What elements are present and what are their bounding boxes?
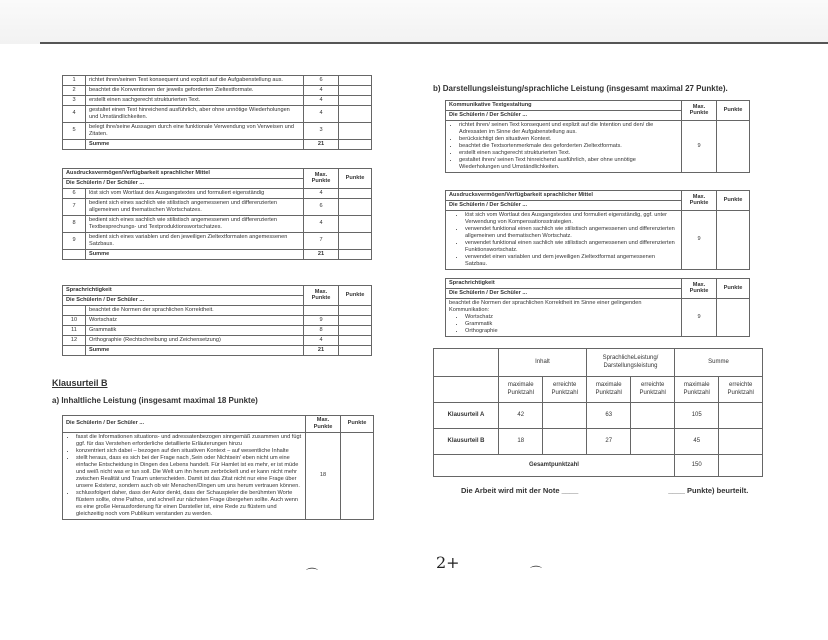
criterion: belegt ihre/seine Aussagen durch eine funktionale Verwendung von Verweisen und Zitaten. [86, 122, 304, 139]
intro: beachtet die Normen der sprachlichen Korrektheit. [86, 305, 304, 315]
row-number: 5 [63, 122, 86, 139]
expression-table [445, 190, 750, 270]
max-value: 4 [304, 105, 339, 122]
sum-label: Summe [86, 139, 304, 149]
points-cell [339, 315, 372, 325]
sum-row [63, 345, 372, 355]
points-cell [339, 95, 372, 105]
max-value: 9 [304, 315, 339, 325]
criterion: gestaltet einen Text hinreichend ausführlich, aber ohne unnötige Wiederholungen und Umständlichkeiten. [86, 105, 304, 122]
row-number: 6 [63, 188, 86, 198]
criterion: Wortschatz [86, 315, 304, 325]
bullet-item: • verwendet funktional einen sachlich wie stilistisch angemessenen und differenzierten allgemeinen und thematischen Wortschatz. [465, 226, 678, 240]
table-row [63, 122, 372, 139]
table-row [63, 325, 372, 335]
row-number: 4 [63, 105, 86, 122]
sum-value: 21 [304, 249, 339, 259]
points-cell [339, 85, 372, 95]
max-header: Max. Punkte [682, 191, 717, 211]
table-row [63, 198, 372, 215]
sprach-header: SprachlicheLeistung/ Darstellungsleistung [586, 349, 674, 377]
sprach-max: 27 [586, 429, 630, 455]
max-value: 9 [682, 210, 717, 269]
points-cell [339, 232, 372, 249]
bullet-item: • berücksichtigt den situativen Kontext. [459, 136, 678, 143]
points-header: Punkte [339, 286, 372, 306]
subject: Die Schülerin / Der Schüler ... [63, 416, 306, 433]
max-value: 4 [304, 215, 339, 232]
grade-line [461, 486, 761, 495]
points-cell [339, 105, 372, 122]
sum-label: Summe [86, 249, 304, 259]
max-col: maximale Punktzahl [674, 377, 718, 403]
summary-row [434, 429, 763, 455]
criteria-table-1 [62, 75, 372, 150]
handwritten-mark: ⌒ [530, 565, 543, 579]
total-value: 150 [674, 455, 718, 477]
max-value: 9 [682, 298, 717, 336]
err-col: erreichte Punktzahl [719, 377, 763, 403]
max-header: Max. Punkte [682, 279, 717, 299]
err-col: erreichte Punktzahl [543, 377, 587, 403]
criterion: löst sich vom Wortlaut des Ausgangstextes und formuliert eigenständig [86, 188, 304, 198]
max-value: 8 [304, 325, 339, 335]
max-value: 4 [304, 95, 339, 105]
inhalt-max: 18 [499, 429, 543, 455]
summary-table [433, 348, 763, 477]
subject: Die Schülerin / Der Schüler ... [63, 295, 304, 305]
max-value: 6 [304, 76, 339, 86]
table-title: Ausdrucksvermögen/Verfügbarkeit sprachlicher Mittel [63, 169, 304, 179]
grade-suffix: ____ Punkte) beurteilt. [668, 486, 749, 495]
table-row [63, 232, 372, 249]
handwritten-mark: ⌒ [306, 567, 319, 581]
max-value: 18 [306, 432, 341, 519]
table-row [63, 335, 372, 345]
points-cell [339, 325, 372, 335]
points-header: Punkte [717, 101, 750, 121]
inhalt-header: Inhalt [499, 349, 587, 377]
criterion: beachtet die Konventionen der jeweils geforderten Zieltextformate. [86, 85, 304, 95]
points-cell [339, 76, 372, 86]
row-number: 10 [63, 315, 86, 325]
row-number: 11 [63, 325, 86, 335]
bullet-item: • schlussfolgert daher, dass der Autor denkt, dass der Schauspieler die berühmten Worte flüstern sollte, ohne Pathos, und schnell zur nächsten Frage übergehen sollte. Auch wenn es eine große Herausforderung für einen Darsteller ist, eine Rede zu flüstern und gleichzeitig noch vom Publikum verstanden zu werden. [76, 490, 302, 518]
subject: Die Schülerin / Der Schüler ... [446, 200, 682, 210]
bullet-item: • löst sich vom Wortlaut des Ausgangstextes und formuliert eigenständig, ggf. unter Verwendung von Kompensationsstrategien. [465, 212, 678, 226]
subject: Die Schülerin / Der Schüler ... [446, 288, 682, 298]
inhalt-max: 42 [499, 403, 543, 429]
bullet-item: • konzentriert sich dabei – bezogen auf den situativen Kontext – auf wesentliche Inhalte [76, 448, 302, 455]
err-col: erreichte Punktzahl [631, 377, 675, 403]
bullet-item: • richtet ihren/ seinen Text konsequent und explizit auf die Intention und den/ die Adressaten im Sinne der Aufgabenstellung aus. [459, 122, 678, 136]
points-cell [339, 215, 372, 232]
sum-row [63, 139, 372, 149]
max-value: 7 [304, 232, 339, 249]
max-col: maximale Punktzahl [499, 377, 543, 403]
criterion: bedient sich eines sachlich wie stilistisch angemessenen und differenzierten Textbesprechungs- und Textproduktionswortschatzes. [86, 215, 304, 232]
max-value: 4 [304, 188, 339, 198]
bullet-item: • beachtet die Textsortenmerkmale des geforderten Zieltextformats. [459, 143, 678, 150]
row-number: 2 [63, 85, 86, 95]
points-cell [339, 335, 372, 345]
bullet-item: • fasst die Informationen situations- und adressatenbezogen sinngemäß zusammen und fügt ggf. für das Verstehen erforderliche detaillierte Erläuterungen hinzu [76, 434, 302, 448]
section-title: Klausurteil B [52, 378, 108, 388]
row-number: 8 [63, 215, 86, 232]
max-col: maximale Punktzahl [586, 377, 630, 403]
criterion: Grammatik [86, 325, 304, 335]
intro: beachtet die Normen der sprachlichen Korrektheit im Sinne einer gelingenden Kommunikation: [449, 299, 642, 313]
max-header: Max. Punkte [682, 101, 717, 121]
sum-value: 21 [304, 139, 339, 149]
summe-max: 105 [674, 403, 718, 429]
sprach-max: 63 [586, 403, 630, 429]
table-row [63, 315, 372, 325]
row-number: 1 [63, 76, 86, 86]
criterion: richtet ihren/seinen Text konsequent und explizit auf die Aufgabenstellung aus. [86, 76, 304, 86]
table-title: Sprachrichtigkeit [63, 286, 304, 296]
points-header: Punkte [717, 279, 750, 299]
section-a-heading: a) Inhaltliche Leistung (insgesamt maximal 18 Punkte) [52, 396, 258, 405]
bullet-item: • erstellt einen sachgerecht strukturierten Text. [459, 150, 678, 157]
summary-row [434, 403, 763, 429]
row-number: 12 [63, 335, 86, 345]
table-title: Kommunikative Textgestaltung [446, 101, 682, 111]
table-row [63, 95, 372, 105]
row-label: Klausurteil A [434, 403, 499, 429]
communication-table [445, 100, 750, 173]
criterion: Orthographie (Rechtschreibung und Zeichensetzung) [86, 335, 304, 345]
content-table [62, 415, 374, 520]
sum-label: Summe [86, 345, 304, 355]
max-value: 9 [682, 120, 717, 172]
table-title: Sprachrichtigkeit [446, 279, 682, 289]
max-header: Max. Punkte [304, 286, 339, 306]
table-title: Ausdrucksvermögen/Verfügbarkeit sprachlicher Mittel [446, 191, 682, 201]
bullet-item: • Grammatik [465, 321, 678, 328]
table-row [63, 188, 372, 198]
summe-header: Summe [674, 349, 762, 377]
criterion: bedient sich eines sachlich wie stilistisch angemessenen und differenzierten allgemeinen und thematischen Wortschatzes. [86, 198, 304, 215]
max-value: 6 [304, 198, 339, 215]
max-value: 3 [304, 122, 339, 139]
subject: Die Schülerin / Der Schüler ... [63, 178, 304, 188]
row-number: 7 [63, 198, 86, 215]
handwritten-grade: 2+ [436, 553, 460, 572]
max-header: Max. Punkte [304, 169, 339, 189]
bullet-item: • verwendet funktional einen sachlich wie stilistisch angemessenen und differenzierten Funktionswortschatz. [465, 240, 678, 254]
summe-max: 45 [674, 429, 718, 455]
points-cell [339, 188, 372, 198]
subject: Die Schülerin / Der Schüler ... [446, 110, 682, 120]
max-value: 4 [304, 335, 339, 345]
section-b-heading: b) Darstellungsleistung/sprachliche Leistung (insgesamt maximal 27 Punkte). [433, 84, 728, 93]
row-label: Klausurteil B [434, 429, 499, 455]
points-cell [339, 122, 372, 139]
points-cell [339, 198, 372, 215]
bullet-item: • verwendet einen variablen und dem jeweiligen Zieltextformat angemessenen Satzbau. [465, 254, 678, 268]
bullet-item: • stellt heraus, dass es sich bei der Frage nach ‚Sein oder Nichtsein' eben nicht um eine einfache Entscheidung in Dingen des Lebens handelt. Für Hamlet ist es mehr, er ist müde und weiß nicht was er tun soll. Die Welt um ihn herum zerbröckelt und er kann nicht mehr zwischen Realität und Traum unterscheiden. Damit ist das Zitat nicht nur eine Frage über unsere Existenz, sondern auch ob wir Menschen/Dingen um uns herum vertrauen können. [76, 455, 302, 490]
max-header: Max. Punkte [306, 416, 341, 433]
bullet-item: • Orthographie [465, 328, 678, 335]
criterion: bedient sich eines variablen und den jeweiligen Zieltextformaten angemessenen Satzbaus. [86, 232, 304, 249]
table-row [63, 85, 372, 95]
points-header: Punkte [339, 169, 372, 189]
row-number: 9 [63, 232, 86, 249]
bullet-item: • Wortschatz [465, 314, 678, 321]
row-number: 3 [63, 95, 86, 105]
criterion: erstellt einen sachgerecht strukturierten Text. [86, 95, 304, 105]
bullet-item: • gestaltet ihren/ seinen Text hinreichend ausführlich, aber ohne unnötige Wiederholungen und Umständlichkeiten. [459, 157, 678, 171]
grade-prefix: Die Arbeit wird mit der Note ____ [461, 486, 579, 495]
correctness-table [445, 278, 750, 337]
sum-value: 21 [304, 345, 339, 355]
page-edge [40, 42, 828, 44]
points-header: Punkte [341, 416, 374, 433]
criteria-table-3 [62, 285, 372, 356]
points-header: Punkte [717, 191, 750, 211]
scan-background [0, 0, 828, 44]
sum-row [63, 249, 372, 259]
table-row [63, 105, 372, 122]
table-row [63, 76, 372, 86]
total-label: Gesamtpunktzahl [434, 455, 675, 477]
max-value: 4 [304, 85, 339, 95]
criteria-table-2 [62, 168, 372, 260]
table-row [63, 215, 372, 232]
